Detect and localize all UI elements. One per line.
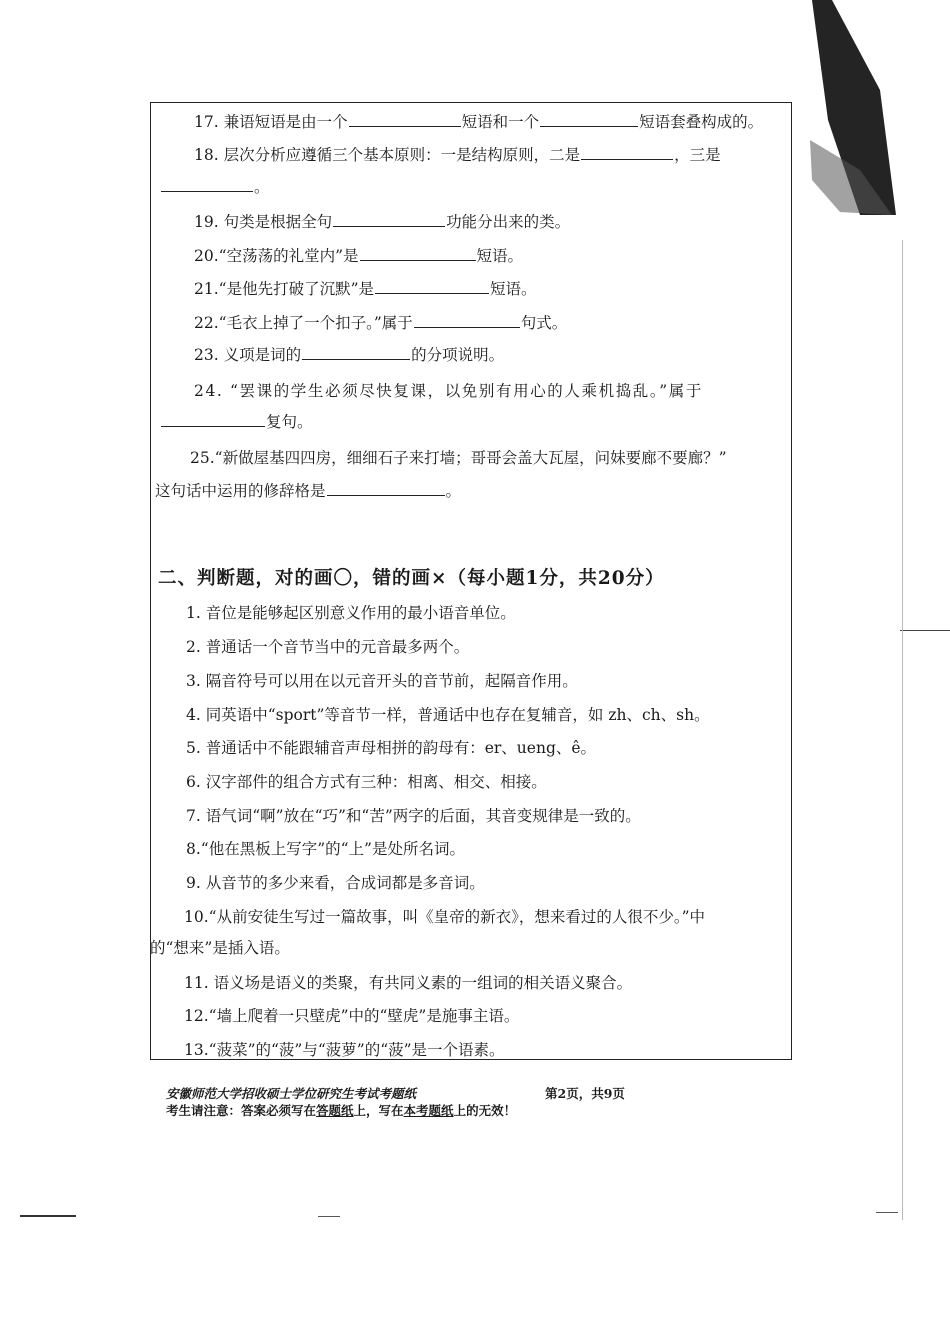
judgment-item: 3. 隔音符号可以用在以元音开头的音节前，起隔音作用。 — [186, 672, 578, 690]
judgment-item: 12.“墙上爬着一只壁虎”中的“壁虎”是施事主语。 — [184, 1007, 520, 1025]
answer-blank — [333, 212, 445, 227]
question-25-cont: 这句话中运用的修辞格是 。 — [155, 482, 462, 500]
scan-dash-bottom-mid — [318, 1216, 340, 1217]
judgment-item: 5. 普通话中不能跟辅音声母相拼的韵母有：er、ueng、ê。 — [186, 739, 597, 757]
answer-blank — [327, 481, 445, 496]
judgment-item: 10.“从前安徒生写过一篇故事，叫《皇帝的新衣》，想来看过的人很不少。”中 — [184, 908, 706, 926]
question-24-cont: 复句。 — [160, 412, 313, 432]
answer-blank — [375, 279, 489, 294]
judgment-item-cont: 的“想来”是插入语。 — [150, 939, 290, 957]
question-25: 25.“新做屋基四四房，细细石子来打墙；哥哥会盖大瓦屋，问妹要廊不要廊？” — [190, 449, 727, 467]
judgment-item: 1. 音位是能够起区别意义作用的最小语音单位。 — [186, 604, 516, 622]
scan-dash-bottom-right — [876, 1212, 898, 1213]
judgment-item: 6. 汉字部件的组合方式有三种：相离、相交、相接。 — [186, 773, 547, 791]
question-23: 23. 义项是词的 的分项说明。 — [194, 346, 505, 364]
scan-edge-line — [900, 630, 950, 631]
section-title-judgment: 二、判断题，对的画〇，错的画×（每小题1分，共20分） — [158, 568, 665, 589]
answer-blank — [414, 313, 520, 328]
answer-blank — [161, 177, 253, 192]
question-24: 24. “罢课的学生必须尽快复课，以免别有用心的人乘机捣乱。”属于 — [194, 382, 703, 400]
question-22: 22.“毛衣上掉了一个扣子。”属于 句式。 — [194, 314, 568, 332]
judgment-item: 8.“他在黑板上写字”的“上”是处所名词。 — [186, 840, 465, 858]
answer-blank — [349, 112, 461, 127]
judgment-item: 2. 普通话一个音节当中的元音最多两个。 — [186, 638, 470, 656]
scan-edge-line-right — [902, 240, 903, 1220]
question-18: 18. 层次分析应遵循三个基本原则：一是结构原则，二是 ，三是 — [194, 146, 721, 164]
question-18-cont: 。 — [160, 177, 270, 197]
answer-blank — [360, 246, 476, 261]
footer-page-number: 第2页，共9页 — [545, 1086, 625, 1101]
judgment-item: 4. 同英语中“sport”等音节一样，普通话中也存在复辅音，如 zh、ch、sh。 — [186, 706, 710, 724]
answer-blank — [161, 412, 265, 427]
footer-university: 安徽师范大学招收硕士学位研究生考试考题纸 — [166, 1086, 417, 1101]
judgment-item: 11. 语义场是语义的类聚，有共同义素的一组词的相关语义聚合。 — [184, 974, 633, 992]
question-21: 21.“是他先打破了沉默”是 短语。 — [194, 280, 537, 298]
question-17: 17. 兼语短语是由一个 短语和一个 短语套叠构成的。 — [194, 113, 764, 131]
answer-blank — [302, 345, 410, 360]
answer-blank — [540, 112, 638, 127]
question-20: 20.“空荡荡的礼堂内”是 短语。 — [194, 247, 524, 265]
scan-dash-bottom-left — [20, 1215, 76, 1217]
judgment-item: 9. 从音节的多少来看，合成词都是多音词。 — [186, 874, 485, 892]
judgment-item: 7. 语气词“啊”放在“巧”和“苦”两字的后面，其音变规律是一致的。 — [186, 807, 641, 825]
answer-blank — [581, 145, 673, 160]
scan-shadow-corner — [800, 0, 950, 230]
footer-notice: 考生请注意：答案必须写在答题纸上，写在本考题纸上的无效！ — [166, 1103, 517, 1118]
question-19: 19. 句类是根据全句 功能分出来的类。 — [194, 213, 571, 231]
judgment-item: 13.“菠菜”的“菠”与“菠萝”的“菠”是一个语素。 — [184, 1041, 505, 1059]
